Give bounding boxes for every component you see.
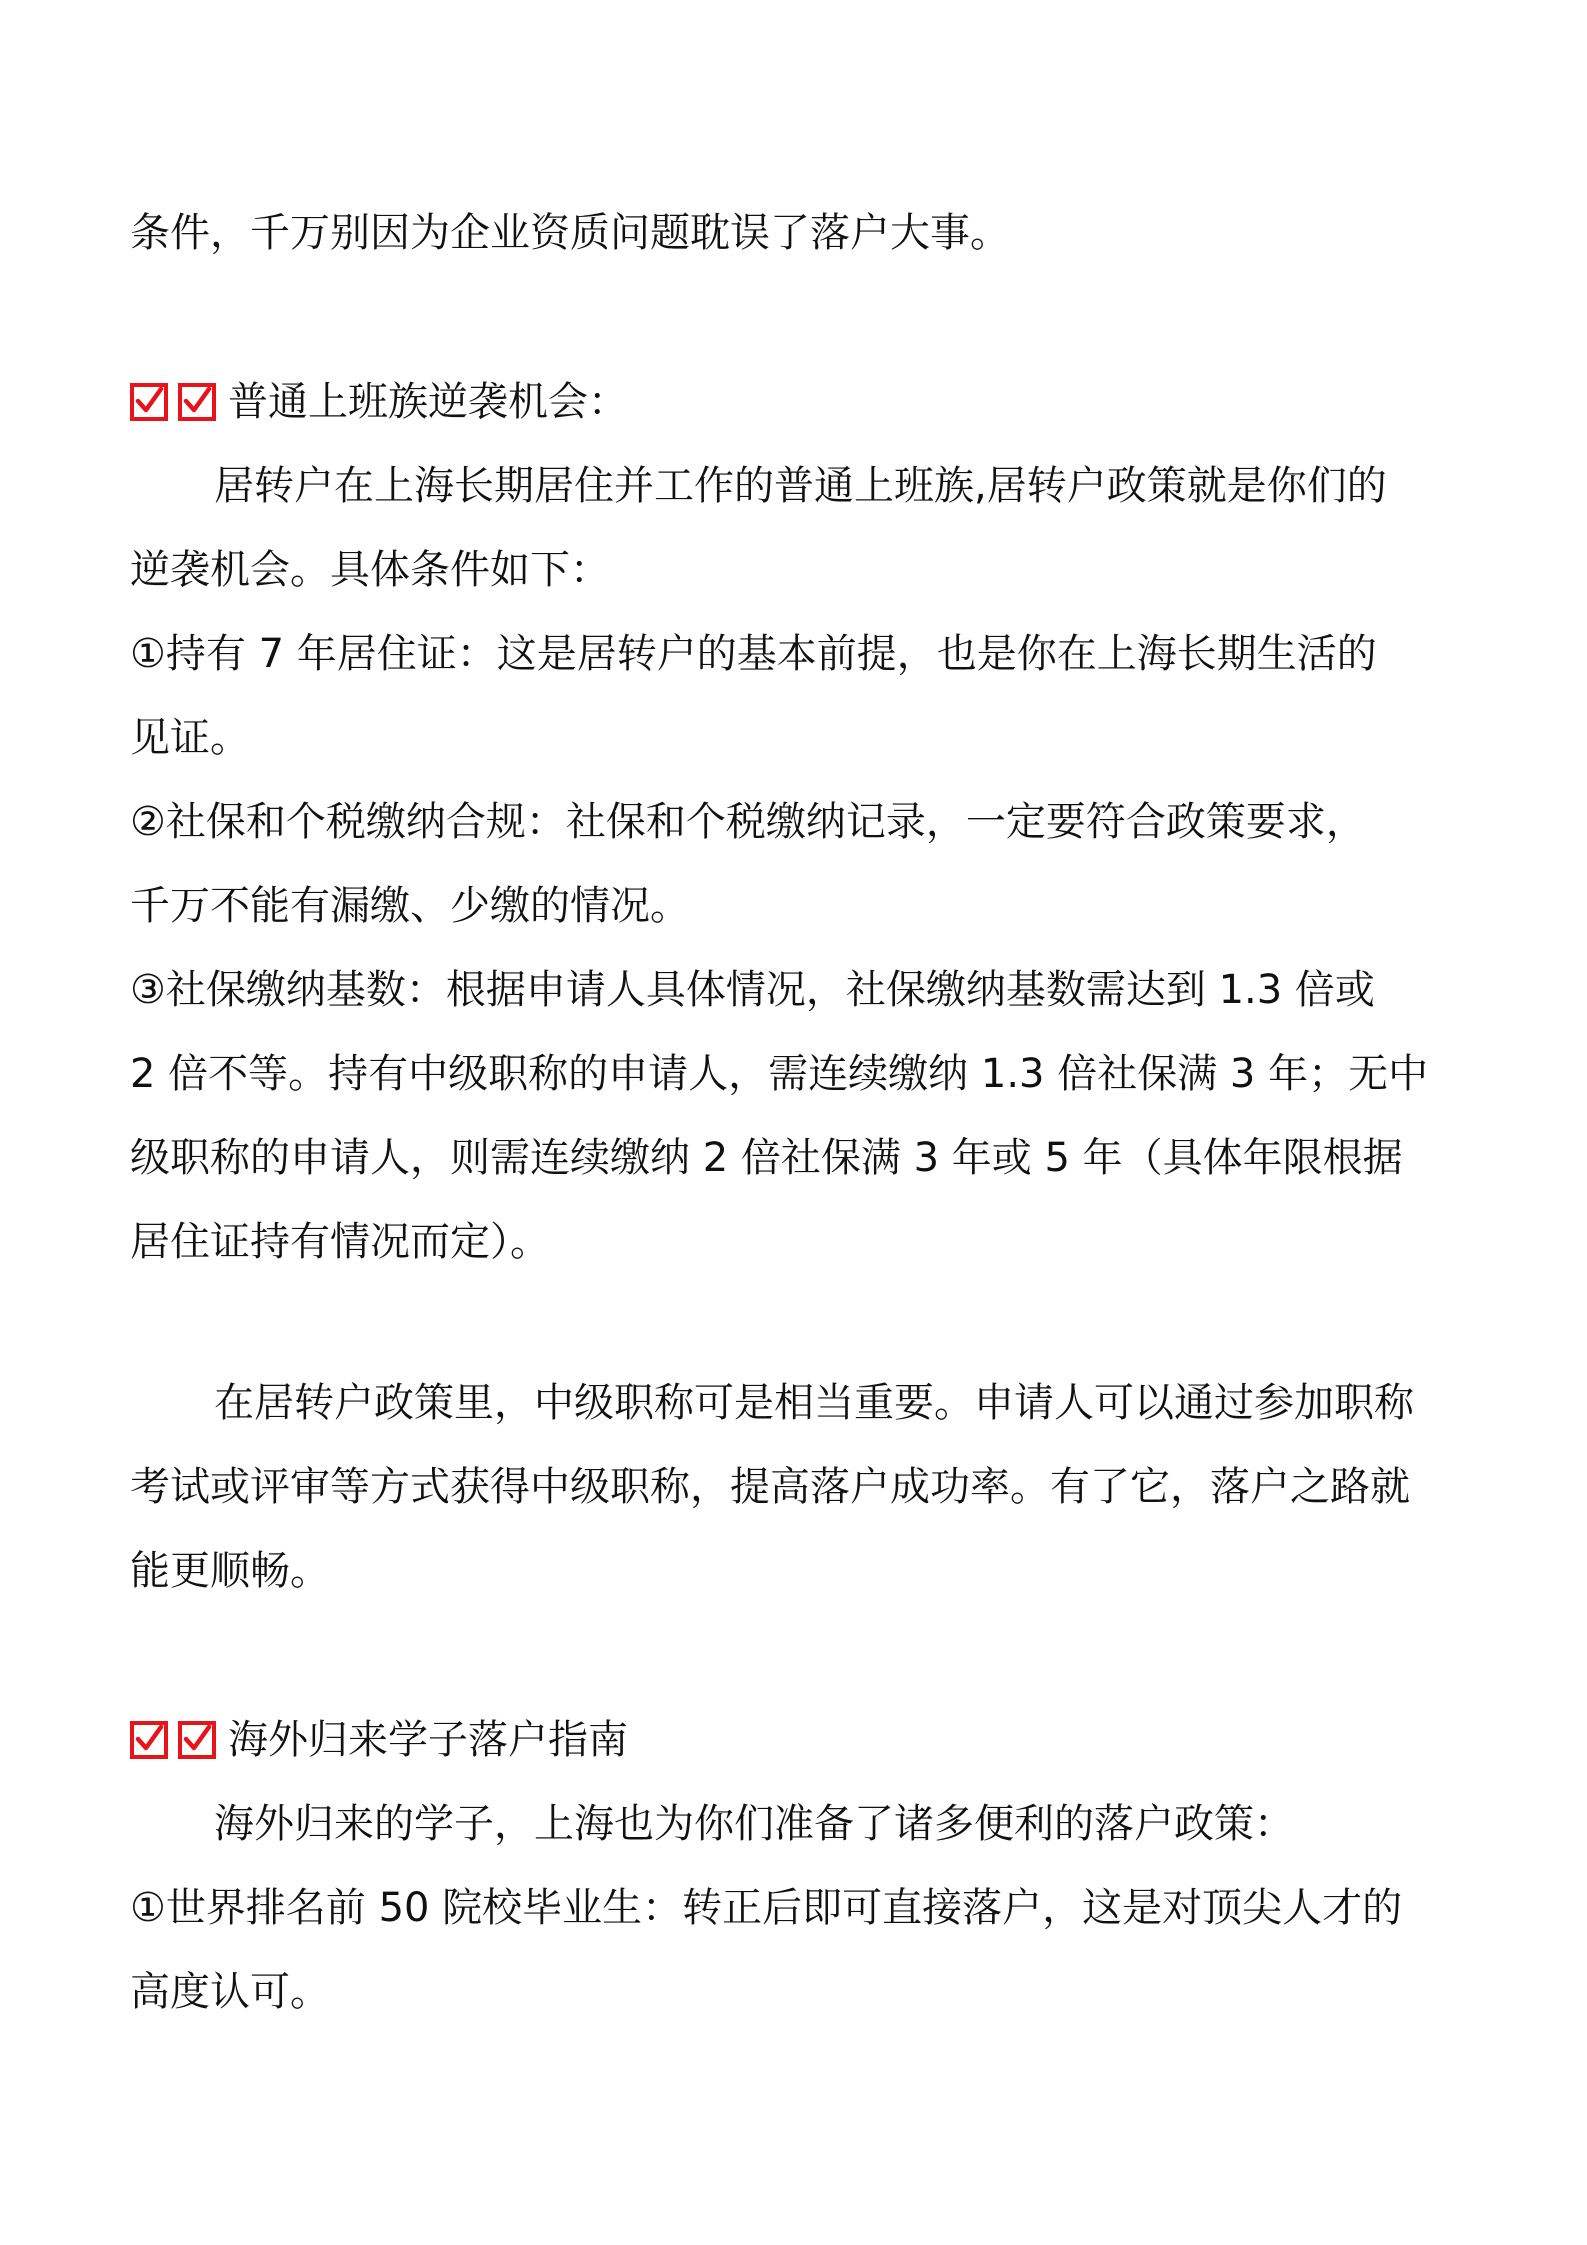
list-item-line: 2 倍不等。持有中级职称的申请人，需连续缴纳 1.3 倍社保满 3 年；无中 (130, 1051, 1429, 1097)
list-item-line: ①世界排名前 50 院校毕业生：转正后即可直接落户，这是对顶尖人才的 (130, 1885, 1403, 1931)
paragraph-line: 能更顺畅。 (130, 1548, 330, 1594)
list-item-line: 千万不能有漏缴、少缴的情况。 (130, 883, 690, 929)
checkbox-checked-icon (178, 1721, 216, 1759)
paragraph-line: 海外归来的学子，上海也为你们准备了诸多便利的落户政策： (214, 1801, 1294, 1847)
paragraph-line: 在居转户政策里，中级职称可是相当重要。申请人可以通过参加职称 (214, 1380, 1414, 1426)
section-heading-text: 海外归来学子落户指南 (228, 1717, 628, 1763)
list-item-line: 见证。 (130, 715, 250, 761)
checkbox-checked-icon (130, 1721, 168, 1759)
paragraph-line: 考试或评审等方式获得中级职称，提高落户成功率。有了它，落户之路就 (130, 1464, 1410, 1510)
paragraph-line: 居转户在上海长期居住并工作的普通上班族,居转户政策就是你们的 (214, 463, 1387, 509)
checkbox-checked-icon (178, 383, 216, 421)
section-heading-text: 普通上班族逆袭机会： (228, 379, 628, 425)
intro-line: 条件，千万别因为企业资质问题耽误了落户大事。 (130, 210, 1010, 256)
list-item-line: ③社保缴纳基数：根据申请人具体情况，社保缴纳基数需达到 1.3 倍或 (130, 967, 1375, 1013)
list-item-line: ①持有 7 年居住证：这是居转户的基本前提，也是你在上海长期生活的 (130, 631, 1377, 677)
checkbox-checked-icon (130, 383, 168, 421)
section-heading-overseas (130, 1712, 1480, 1768)
paragraph-line: 逆袭机会。具体条件如下： (130, 547, 610, 593)
section-heading-commuter (130, 374, 1480, 430)
list-item-line: 高度认可。 (130, 1969, 330, 2015)
list-item-line: ②社保和个税缴纳合规：社保和个税缴纳记录，一定要符合政策要求， (130, 799, 1366, 845)
list-item-line: 居住证持有情况而定）。 (130, 1219, 550, 1265)
list-item-line: 级职称的申请人，则需连续缴纳 2 倍社保满 3 年或 5 年（具体年限根据 (130, 1135, 1403, 1181)
